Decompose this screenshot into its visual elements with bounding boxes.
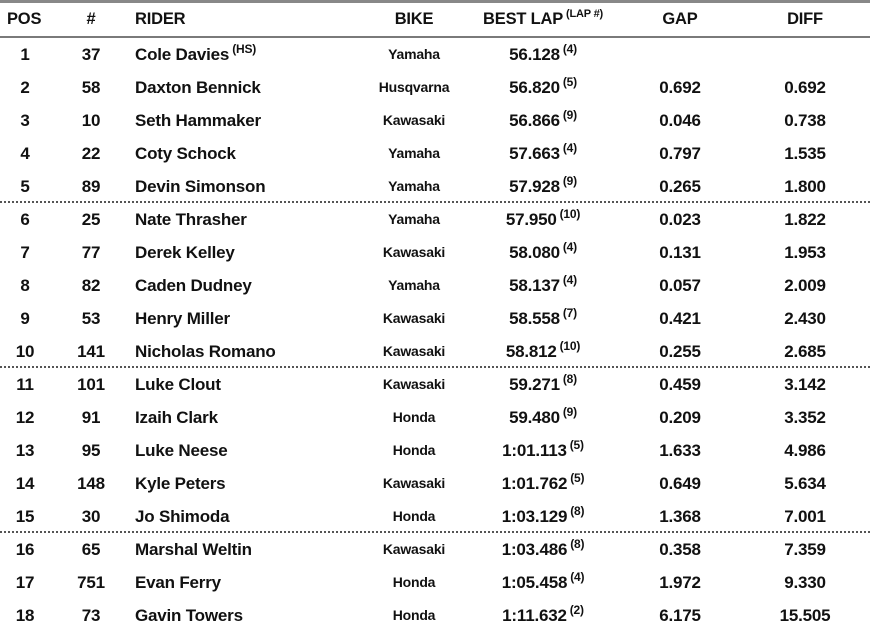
best-lap-cell: [478, 335, 608, 368]
table-row: [0, 302, 870, 335]
rider-cell: [135, 566, 375, 599]
bike-cell: Kawasaki: [382, 343, 446, 359]
rider-number-cell: 30: [81, 507, 101, 526]
diff-cell: 15.505: [779, 606, 831, 625]
best-lap-number: (5): [569, 438, 584, 452]
diff-cell: 3.352: [784, 408, 826, 427]
bike-cell: Kawasaki: [382, 112, 446, 128]
rider-name: Nate Thrasher: [135, 210, 247, 229]
bike-cell: Honda: [392, 442, 436, 458]
best-lap-cell: [478, 170, 608, 203]
bike-cell: Kawasaki: [382, 376, 446, 392]
best-lap-cell: [478, 137, 608, 170]
best-lap-time: 59.480: [509, 408, 560, 427]
best-lap-cell: [478, 566, 608, 599]
table-row: [0, 203, 870, 236]
header-bike: BIKE: [394, 10, 434, 28]
diff-cell: 9.330: [784, 573, 826, 592]
diff-cell: 1.822: [784, 210, 826, 229]
rider-name: Izaih Clark: [135, 408, 218, 427]
best-lap-time: 57.950: [505, 210, 557, 229]
bike-cell: Honda: [392, 607, 436, 623]
rider-cell: [135, 137, 375, 170]
best-lap-cell: [478, 401, 608, 434]
rider-name: Marshal Weltin: [135, 540, 252, 559]
gap-cell: 0.255: [659, 342, 701, 361]
best-lap-time: 1:03.486: [501, 540, 568, 559]
rider-number-cell: 89: [81, 177, 101, 196]
best-lap-time: 57.928: [509, 177, 560, 196]
bike-cell: Kawasaki: [382, 310, 446, 326]
bike-cell: Honda: [392, 574, 436, 590]
position-cell: 18: [15, 606, 35, 625]
gap-cell: 0.131: [659, 243, 701, 262]
bike-cell: Kawasaki: [382, 475, 446, 491]
best-lap-number: (8): [570, 537, 585, 551]
rider-name: Cole Davies: [135, 45, 230, 64]
bike-cell: Kawasaki: [382, 541, 446, 557]
bike-cell: Yamaha: [388, 178, 440, 194]
best-lap-cell: [478, 434, 608, 467]
best-lap-time: 58.137: [509, 276, 560, 295]
gap-cell: 0.023: [659, 210, 701, 229]
rider-cell: [135, 302, 375, 335]
diff-cell: 2.685: [784, 342, 826, 361]
rider-cell: [135, 500, 375, 533]
rider-number-cell: 37: [81, 45, 101, 64]
header-lap-number-note: (LAP #): [566, 8, 603, 20]
best-lap-number: (10): [559, 339, 581, 353]
rider-number-cell: 73: [81, 606, 101, 625]
table-row: [0, 137, 870, 170]
rider-name: Luke Neese: [135, 441, 228, 460]
best-lap-time: 1:01.762: [501, 474, 568, 493]
diff-cell: [755, 38, 855, 71]
table-row: [0, 566, 870, 599]
best-lap-number: (4): [562, 273, 577, 287]
table-row: [0, 71, 870, 104]
best-lap-time: 59.271: [509, 375, 560, 394]
best-lap-cell: [478, 38, 608, 71]
position-cell: 12: [15, 408, 35, 427]
best-lap-cell: [478, 269, 608, 302]
best-lap-cell: [478, 467, 608, 500]
rider-name: Nicholas Romano: [135, 342, 276, 361]
best-lap-number: (4): [562, 240, 577, 254]
gap-cell: 0.046: [659, 111, 701, 130]
rider-cell: [135, 533, 375, 566]
rider-name: Devin Simonson: [135, 177, 266, 196]
gap-cell: 6.175: [659, 606, 701, 625]
gap-cell: 0.209: [659, 408, 701, 427]
gap-cell: 1.633: [659, 441, 701, 460]
best-lap-number: (4): [562, 141, 577, 155]
rider-number-cell: 58: [81, 78, 101, 97]
gap-cell: 0.421: [659, 309, 701, 328]
bike-cell: Honda: [392, 409, 436, 425]
rider-number-cell: 751: [77, 573, 105, 592]
rider-number-cell: 101: [77, 375, 105, 394]
header-best-lap: [478, 3, 608, 36]
diff-cell: 3.142: [784, 375, 826, 394]
rider-number-cell: 10: [81, 111, 101, 130]
rider-cell: [135, 368, 375, 401]
bike-cell: Kawasaki: [382, 244, 446, 260]
position-cell: 14: [15, 474, 35, 493]
best-lap-number: (4): [570, 570, 585, 584]
best-lap-number: (9): [562, 405, 577, 419]
best-lap-time: 56.128: [509, 45, 560, 64]
rider-name: Coty Schock: [135, 144, 236, 163]
header-rider: RIDER: [135, 10, 186, 28]
best-lap-time: 56.820: [509, 78, 560, 97]
rider-name: Kyle Peters: [135, 474, 226, 493]
best-lap-cell: [478, 203, 608, 236]
diff-cell: 1.535: [784, 144, 826, 163]
rider-name: Gavin Towers: [135, 606, 243, 625]
best-lap-number: (10): [559, 207, 581, 221]
best-lap-time: 58.080: [509, 243, 560, 262]
best-lap-time: 1:11.632: [502, 606, 567, 625]
best-lap-number: (7): [562, 306, 577, 320]
position-cell: 9: [20, 309, 30, 328]
rider-cell: [135, 434, 375, 467]
rider-cell: [135, 203, 375, 236]
best-lap-number: (5): [562, 75, 577, 89]
table-header: [0, 3, 870, 38]
table-row: [0, 335, 870, 368]
table-row: [0, 599, 870, 632]
best-lap-time: 56.866: [509, 111, 560, 130]
gap-cell: 0.459: [659, 375, 701, 394]
diff-cell: 0.738: [784, 111, 826, 130]
diff-cell: 5.634: [784, 474, 826, 493]
best-lap-number: (2): [569, 603, 584, 617]
best-lap-number: (8): [562, 372, 577, 386]
diff-cell: 4.986: [784, 441, 826, 460]
rider-name: Luke Clout: [135, 375, 221, 394]
gap-cell: 0.057: [659, 276, 701, 295]
bike-cell: Yamaha: [388, 277, 440, 293]
bike-cell: Husqvarna: [378, 79, 450, 95]
rider-cell: [135, 236, 375, 269]
rider-name: Henry Miller: [135, 309, 230, 328]
best-lap-cell: [478, 599, 608, 632]
table-row: [0, 434, 870, 467]
best-lap-time: 58.558: [509, 309, 560, 328]
bike-cell: Honda: [392, 508, 436, 524]
position-cell: 3: [20, 111, 30, 130]
table-row: [0, 401, 870, 434]
position-cell: 5: [20, 177, 30, 196]
rider-cell: [135, 599, 375, 632]
rider-number-cell: 22: [81, 144, 101, 163]
header-pos: POS: [7, 10, 42, 28]
gap-cell: 1.368: [659, 507, 701, 526]
position-cell: 11: [16, 375, 34, 394]
table-row: [0, 269, 870, 302]
gap-cell: 0.797: [659, 144, 701, 163]
rider-number-cell: 53: [81, 309, 101, 328]
rider-number-cell: 95: [81, 441, 101, 460]
best-lap-cell: [478, 500, 608, 533]
best-lap-time: 57.663: [509, 144, 560, 163]
table-row: [0, 368, 870, 401]
best-lap-number: (8): [570, 504, 585, 518]
table-row: [0, 467, 870, 500]
diff-cell: 1.800: [784, 177, 826, 196]
gap-cell: 0.358: [659, 540, 701, 559]
rider-name: Jo Shimoda: [135, 507, 230, 526]
position-cell: 17: [15, 573, 35, 592]
table-row: [0, 500, 870, 533]
best-lap-time: 1:05.458: [501, 573, 568, 592]
best-lap-number: (5): [570, 471, 585, 485]
bike-cell: Yamaha: [388, 145, 440, 161]
rider-cell: [135, 71, 375, 104]
rider-number-cell: 91: [81, 408, 101, 427]
best-lap-cell: [478, 236, 608, 269]
best-lap-cell: [478, 533, 608, 566]
bike-cell: Yamaha: [388, 211, 440, 227]
rider-name: Daxton Bennick: [135, 78, 261, 97]
position-cell: 16: [15, 540, 35, 559]
position-cell: 15: [15, 507, 35, 526]
best-lap-number: (9): [562, 108, 577, 122]
rider-note: (HS): [232, 42, 257, 56]
rider-cell: [135, 401, 375, 434]
position-cell: 13: [15, 441, 35, 460]
diff-cell: 2.009: [784, 276, 826, 295]
rider-name: Caden Dudney: [135, 276, 252, 295]
rider-number-cell: 65: [81, 540, 101, 559]
position-cell: 4: [20, 144, 30, 163]
header-number: #: [86, 10, 96, 28]
table-row: [0, 104, 870, 137]
rider-cell: [135, 170, 375, 203]
gap-cell: 0.265: [659, 177, 701, 196]
position-cell: 7: [20, 243, 30, 262]
best-lap-time: 1:03.129: [501, 507, 568, 526]
position-cell: 2: [20, 78, 30, 97]
best-lap-time: 1:01.113: [502, 441, 567, 460]
header-gap: GAP: [662, 10, 698, 28]
best-lap-number: (9): [562, 174, 577, 188]
table-row: [0, 236, 870, 269]
rider-name: Evan Ferry: [135, 573, 221, 592]
rider-number-cell: 82: [81, 276, 101, 295]
table-row: [0, 170, 870, 203]
rider-number-cell: 141: [77, 342, 105, 361]
table-row: [0, 533, 870, 566]
best-lap-cell: [478, 71, 608, 104]
rider-cell: [135, 467, 375, 500]
bike-cell: Yamaha: [388, 46, 440, 62]
rider-number-cell: 77: [81, 243, 101, 262]
gap-cell: 0.692: [659, 78, 701, 97]
gap-cell: 0.649: [659, 474, 701, 493]
best-lap-cell: [478, 104, 608, 137]
diff-cell: 7.359: [784, 540, 826, 559]
rider-cell: [135, 104, 375, 137]
position-cell: 6: [20, 210, 30, 229]
best-lap-time: 58.812: [505, 342, 557, 361]
rider-name: Seth Hammaker: [135, 111, 261, 130]
rider-cell: [135, 38, 375, 71]
position-cell: 1: [20, 45, 30, 64]
diff-cell: 1.953: [784, 243, 826, 262]
best-lap-number: (4): [562, 42, 577, 56]
rider-cell: [135, 269, 375, 302]
diff-cell: 7.001: [784, 507, 826, 526]
best-lap-cell: [478, 302, 608, 335]
header-best-lap-label: BEST LAP: [483, 10, 564, 28]
gap-cell: [630, 38, 730, 71]
gap-cell: 1.972: [659, 573, 701, 592]
diff-cell: 0.692: [784, 78, 826, 97]
rider-number-cell: 25: [81, 210, 101, 229]
header-diff: DIFF: [787, 10, 823, 28]
best-lap-cell: [478, 368, 608, 401]
table-row: [0, 38, 870, 71]
diff-cell: 2.430: [784, 309, 826, 328]
rider-number-cell: 148: [77, 474, 105, 493]
rider-name: Derek Kelley: [135, 243, 235, 262]
position-cell: 8: [20, 276, 30, 295]
position-cell: 10: [15, 342, 35, 361]
rider-cell: [135, 335, 375, 368]
